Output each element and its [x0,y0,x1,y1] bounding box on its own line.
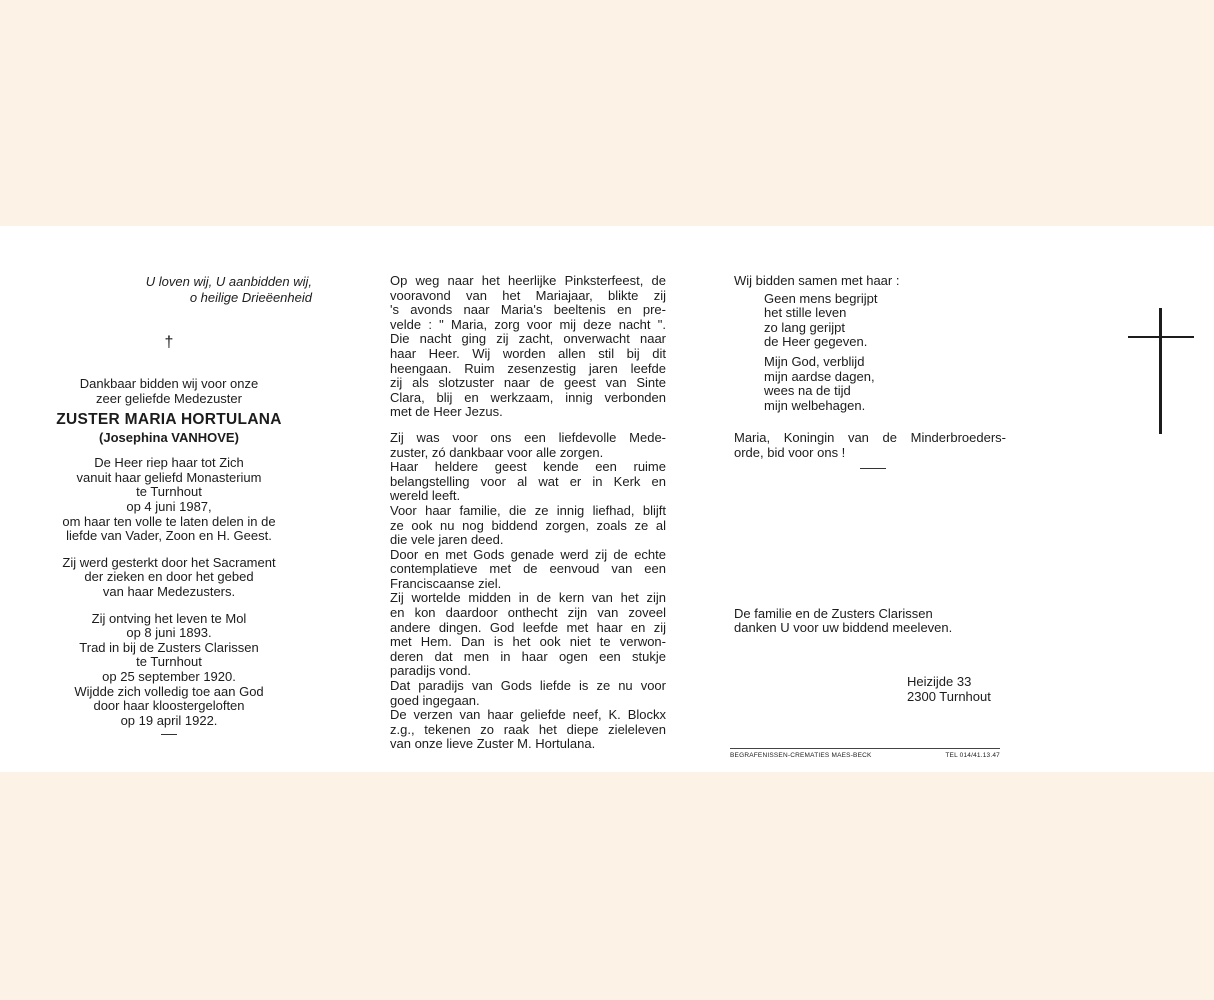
thanks [734,607,1024,636]
text-line: heengaan. Ruim zesenzestig jaren leefde [390,360,666,376]
text-line: op 4 juni 1987, [126,498,212,514]
text-line: velde : " Maria, zorg voor mij deze nacht ". [390,316,666,332]
text-line: danken U voor uw biddend meeleven. [734,620,953,636]
verse [734,292,1024,414]
verse-line: Mijn God, verblijd [764,353,865,369]
intro-line: zeer geliefde Medezuster [96,390,242,406]
text-line: paradijs vond. [390,663,471,679]
text-line: liefde van Vader, Zoon en H. Geest. [66,528,272,544]
text-line: De verzen van haar geliefde neef, K. Blockx [390,707,666,723]
text-line: Trad in bij de Zusters Clarissen [79,639,259,655]
divider [860,468,886,469]
text-line: zuster, zó dankbaar voor alle zorgen. [390,444,604,460]
text-line: Maria, Koningin van de Minderbroeders- [734,430,1006,446]
text-line: Zij ontving het leven te Mol [91,610,247,626]
life-details [40,612,298,729]
verse-line: zo lang gerijpt [764,319,845,335]
text-line: zij als slotzuster naar de geest van Sinte [390,375,666,391]
text-line: met Hem. Dan is het ook niet te verwon- [390,634,666,650]
text-line: Haar heldere geest kende een ruime [390,459,666,475]
civil-name: (Josephina VANHOVE) [99,430,239,446]
text-line: Op weg naar het heerlijke Pinksterfeest, de [390,273,666,288]
text-line: contemplatieve met de eenvoud van een [390,561,666,577]
verse-line: Geen mens begrijpt [764,290,878,306]
text-line: vooravond van het Mariajaar, blikte zij [390,287,666,303]
middle-column [390,274,666,752]
text-line: deren dat men in haar ogen een stukje [390,648,666,664]
text-line: Door en met Gods genade werd zij de echte [390,546,666,562]
prayer [734,431,1006,460]
verse-line: de Heer gegeven. [764,334,868,350]
text-line: haar Heer. Wij worden allen stil bij dit [390,345,666,361]
verse-line: wees na de tijd [764,383,851,399]
address-line: 2300 Turnhout [907,689,991,705]
text-line: goed ingegaan. [390,692,480,708]
text-line: op 25 september 1920. [102,668,236,684]
text-line: en kon daardoor onthecht zijn van zoveel [390,605,666,621]
text-line: Dat paradijs van Gods liefde is ze nu voor [390,678,666,694]
text-line: te Turnhout [136,484,202,500]
left-column [40,274,312,735]
text-line: Zij werd gesterkt door het Sacrament [62,554,276,570]
verse-line: mijn aardse dagen, [764,368,875,384]
sacrament-notice [40,556,298,600]
address-line: Heizijde 33 [907,673,972,689]
text-line: andere dingen. God leefde met haar en zij [390,619,666,635]
text-line: ze ook nu nog biddend zorgen, zoals ze al [390,517,666,533]
text-line: 's avonds naar Maria's beeltenis en pre- [390,302,666,318]
text-line: Voor haar familie, die ze innig liefhad, blijft [390,502,666,518]
text-line: wereld leeft. [390,488,461,504]
deceased-name: ZUSTER MARIA HORTULANA [56,411,282,429]
paragraph-1 [390,274,666,420]
right-column [734,274,1024,705]
text-line: door haar kloostergeloften [93,698,245,714]
text-line: belangstelling voor al wat er in Kerk en [390,473,666,489]
text-line: De Heer riep haar tot Zich [94,455,244,471]
text-line: Zij was voor ons een liefdevolle Mede- [390,429,666,445]
memorial-card [0,226,1214,772]
text-line: Die nacht ging zij zacht, onverwacht naar [390,331,666,347]
intro-line: Dankbaar bidden wij voor onze [79,376,259,391]
text-line: op 19 april 1922. [120,712,218,728]
address [734,674,1024,705]
text-line: te Turnhout [136,654,202,670]
text-line: z.g., tekenen zo raak het diepe zieleleven [390,721,666,737]
motto-line: o heilige Drieëenheid [189,289,312,305]
divider [161,734,177,735]
text-line: De familie en de Zusters Clarissen [734,605,933,621]
verse-line: mijn welbehagen. [764,397,866,413]
text-line: die vele jaren deed. [390,532,504,548]
text-line: om haar ten volle te laten delen in de [62,513,276,529]
cross-icon: † [164,334,174,351]
paragraph-2 [390,431,666,752]
text-line: vanuit haar geliefd Monasterium [76,469,262,485]
text-line: met de Heer Jezus. [390,404,503,420]
text-line: Clara, blij en werkzaam, innig verbonden [390,389,666,405]
text-line: op 8 juni 1893. [126,625,212,641]
text-line: der zieken en door het gebed [84,569,254,585]
undertaker-name: BEGRAFENISSEN-CREMATIES MAES-BECK [730,752,872,759]
text-line: Franciscaanse ziel. [390,575,502,591]
text-line: van haar Medezusters. [102,583,236,599]
death-notice [40,456,298,544]
undertaker-phone: TEL 014/41.13.47 [945,752,1000,759]
intro [40,377,298,406]
motto [40,274,312,305]
text-line: orde, bid voor ons ! [734,444,846,460]
undertaker-footer [730,748,1000,759]
text-line: van onze lieve Zuster M. Hortulana. [390,736,596,752]
text-line: Wijdde zich volledig toe aan God [74,683,264,699]
verse-line: het stille leven [764,305,847,321]
verse-intro: Wij bidden samen met haar : [734,273,900,288]
cross-icon [1128,308,1194,434]
motto-line: U loven wij, U aanbidden wij, [145,274,312,289]
text-line: Zij wortelde midden in de kern van het zijn [390,590,666,606]
